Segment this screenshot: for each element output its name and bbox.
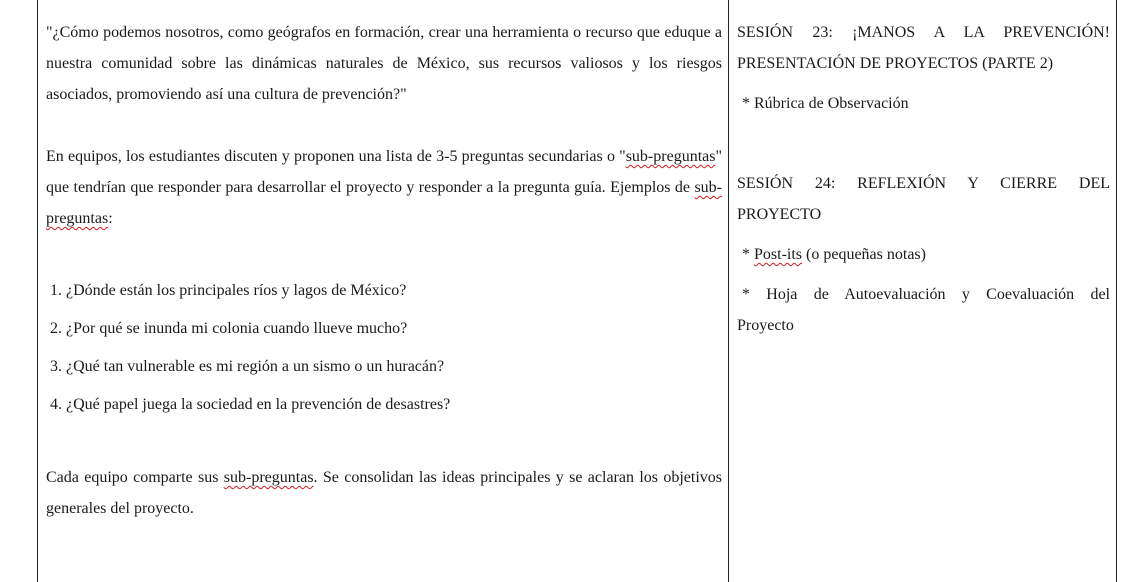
closing-paragraph: Cada equipo comparte sus sub-preguntas. Se consolidan las ideas principales y se aclaran los objetivos generales del proyecto. [46,469,722,517]
list-item: 3. ¿Qué tan vulnerable es mi región a un sismo o un huracán? [50,358,445,375]
session-24-title-line2: PROYECTO [737,206,822,223]
activities-cell [46,17,722,524]
guiding-question: "¿Cómo podemos nosotros, como geógrafos en formación, crear una herramienta o recurso que eduque a nuestra comunidad sobre las dinámicas naturales de México, sus recursos valiosos y los riesgos asociados, promoviendo así una cultura de prevención?" [46,24,722,103]
spellcheck-word: sub-preguntas [625,148,716,165]
list-item: 4. ¿Qué papel juega la sociedad en la prevención de desastres? [50,396,451,413]
session-23-title-line1: SESIÓN 23: ¡MANOS A LA PREVENCIÓN! [737,24,1110,41]
sub-questions-list [46,272,722,424]
resources-cell [737,17,1110,341]
spellcheck-word: Post-its [754,246,803,263]
list-item: 2. ¿Por qué se inunda mi colonia cuando llueve mucho? [50,320,408,337]
table-border-middle [728,0,729,582]
session-24-resource-2-line1: * Hoja de Autoevaluación y Coevaluación del [742,286,1110,303]
spellcheck-word: sub-preguntas [46,179,722,227]
teams-instructions: En equipos, los estudiantes discuten y proponen una lista de 3-5 preguntas secundarias o "sub-preguntas" que tendrían que responder para desarrollar el proyecto y responder a la pregunta guía. Ejemplos de sub-preguntas: [46,148,722,227]
table-border-right [1116,0,1117,582]
session-23-title-line2: PRESENTACIÓN DE PROYECTOS (PARTE 2) [737,55,1054,72]
table-border-left [37,0,38,582]
spellcheck-word: sub-preguntas [223,469,314,486]
session-24-title-line1: SESIÓN 24: REFLEXIÓN Y CIERRE DEL [737,175,1110,192]
session-24-resource-2-line2: Proyecto [737,317,794,334]
session-24-resource-1: * Post-its (o pequeñas notas) [742,246,926,263]
session-23-resource: * Rúbrica de Observación [742,95,909,112]
list-item: 1. ¿Dónde están los principales ríos y lagos de México? [50,282,407,299]
